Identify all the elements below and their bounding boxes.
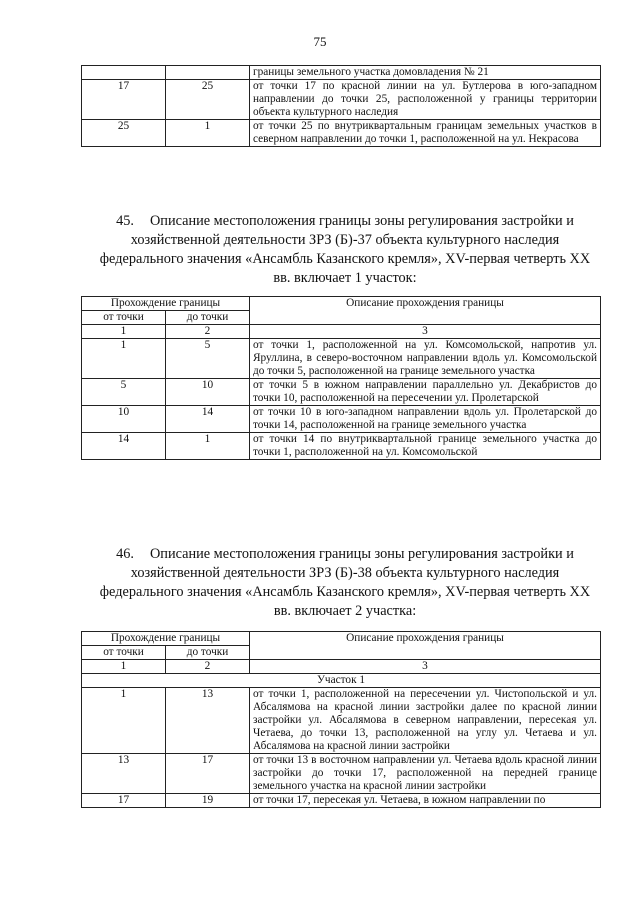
header-group: Прохождение границы [82,632,250,646]
table-row [82,406,601,433]
table-header-row [82,297,601,311]
section-heading-45 [90,212,600,288]
cell-from [82,66,166,80]
cell-desc: от точки 13 в восточном направлении ул. Четаева вдоль красной линии застройки до точки 17, расположенной на передней границе земельного участка на красной линии застройки [250,754,601,794]
cell-desc: от точки 1, расположенной на ул. Комсомольской, напротив ул. Яруллина, в северо-восточном направлении вдоль ул. Комсомольской до точки 5, расположенной на границе земельного участка [250,339,601,379]
cell-desc: от точки 14 по внутриквартальной границе земельного участка до точки 1, расположенной на ул. Комсомольской [250,433,601,460]
section-heading-46 [90,545,600,621]
cell-from: 13 [82,754,166,794]
cell-desc: от точки 17, пересекая ул. Четаева, в южном направлении по [250,794,601,808]
table-row [82,120,601,147]
table-row [82,379,601,406]
cell-from: 1 [82,688,166,754]
section-text: Описание местоположения границы зоны регулирования застройки и хозяйственной деятельности ЗРЗ (Б)-37 объекта культурного наследия федерального значения «Ансамбль Казанского кремля», XV-первая четверть XX вв. включает 1 участок: [99,213,591,286]
subsection-label: Участок 1 [82,674,601,688]
header-desc: Описание прохождения границы [250,297,601,325]
col-num-2: 2 [166,325,250,339]
cell-desc: от точки 17 по красной линии на ул. Бутлерова в юго-западном направлении до точки 25, расположенной у границы территории объекта культурного наследия [250,80,601,120]
cell-from: 25 [82,120,166,147]
section-text: Описание местоположения границы зоны регулирования застройки и хозяйственной деятельности ЗРЗ (Б)-38 объекта культурного наследия федерального значения «Ансамбль Казанского кремля», XV-первая четверть XX вв. включает 2 участка: [99,546,591,619]
cell-from: 17 [82,794,166,808]
cell-to: 13 [166,688,250,754]
col-num-3: 3 [250,325,601,339]
cell-to: 14 [166,406,250,433]
cell-to: 25 [166,80,250,120]
header-desc: Описание прохождения границы [250,632,601,660]
cell-from: 14 [82,433,166,460]
cell-to: 1 [166,433,250,460]
cell-to: 10 [166,379,250,406]
section-number: 46. [116,546,134,562]
col-num-2: 2 [166,660,250,674]
table-header-row [82,632,601,646]
table-row [82,794,601,808]
cell-to: 1 [166,120,250,147]
cell-from: 10 [82,406,166,433]
table-row [82,80,601,120]
cell-to [166,66,250,80]
cell-desc: от точки 1, расположенной на пересечении ул. Чистопольской и ул. Абсалямова на красной линии застройки далее по красной линии застройки ул. Абсалямова в северном направлении, пересекая ул. Четаева, до точки 13, расположенной на углу ул. Четаева и ул. Абсалямова на красной линии застройки [250,688,601,754]
header-from: от точки [82,646,166,660]
table-row [82,433,601,460]
cell-from: 5 [82,379,166,406]
cell-desc: от точки 10 в юго-западном направлении вдоль ул. Пролетарской до точки 14, расположенной на границе земельного участка [250,406,601,433]
column-number-row [82,660,601,674]
cell-desc: от точки 25 по внутриквартальным границам земельных участков в северном направлении до точки 1, расположенной на ул. Некрасова [250,120,601,147]
table-row [82,754,601,794]
header-from: от точки [82,311,166,325]
header-to: до точки [166,646,250,660]
col-num-1: 1 [82,325,166,339]
table-row [82,339,601,379]
table-section-45 [81,296,601,460]
cell-from: 1 [82,339,166,379]
page-number: 75 [313,34,327,49]
col-num-3: 3 [250,660,601,674]
cell-to: 17 [166,754,250,794]
header-group: Прохождение границы [82,297,250,311]
table-section-46 [81,631,601,808]
cell-to: 19 [166,794,250,808]
cell-to: 5 [166,339,250,379]
section-number: 45. [116,213,134,229]
col-num-1: 1 [82,660,166,674]
column-number-row [82,325,601,339]
subsection-row [82,674,601,688]
header-to: до точки [166,311,250,325]
table-row [82,688,601,754]
cell-desc: границы земельного участка домовладения № 21 [250,66,601,80]
cell-from: 17 [82,80,166,120]
table-continuation [81,65,601,147]
table-row [82,66,601,80]
cell-desc: от точки 5 в южном направлении параллельно ул. Декабристов до точки 10, расположенной на пересечении ул. Пролетарской [250,379,601,406]
